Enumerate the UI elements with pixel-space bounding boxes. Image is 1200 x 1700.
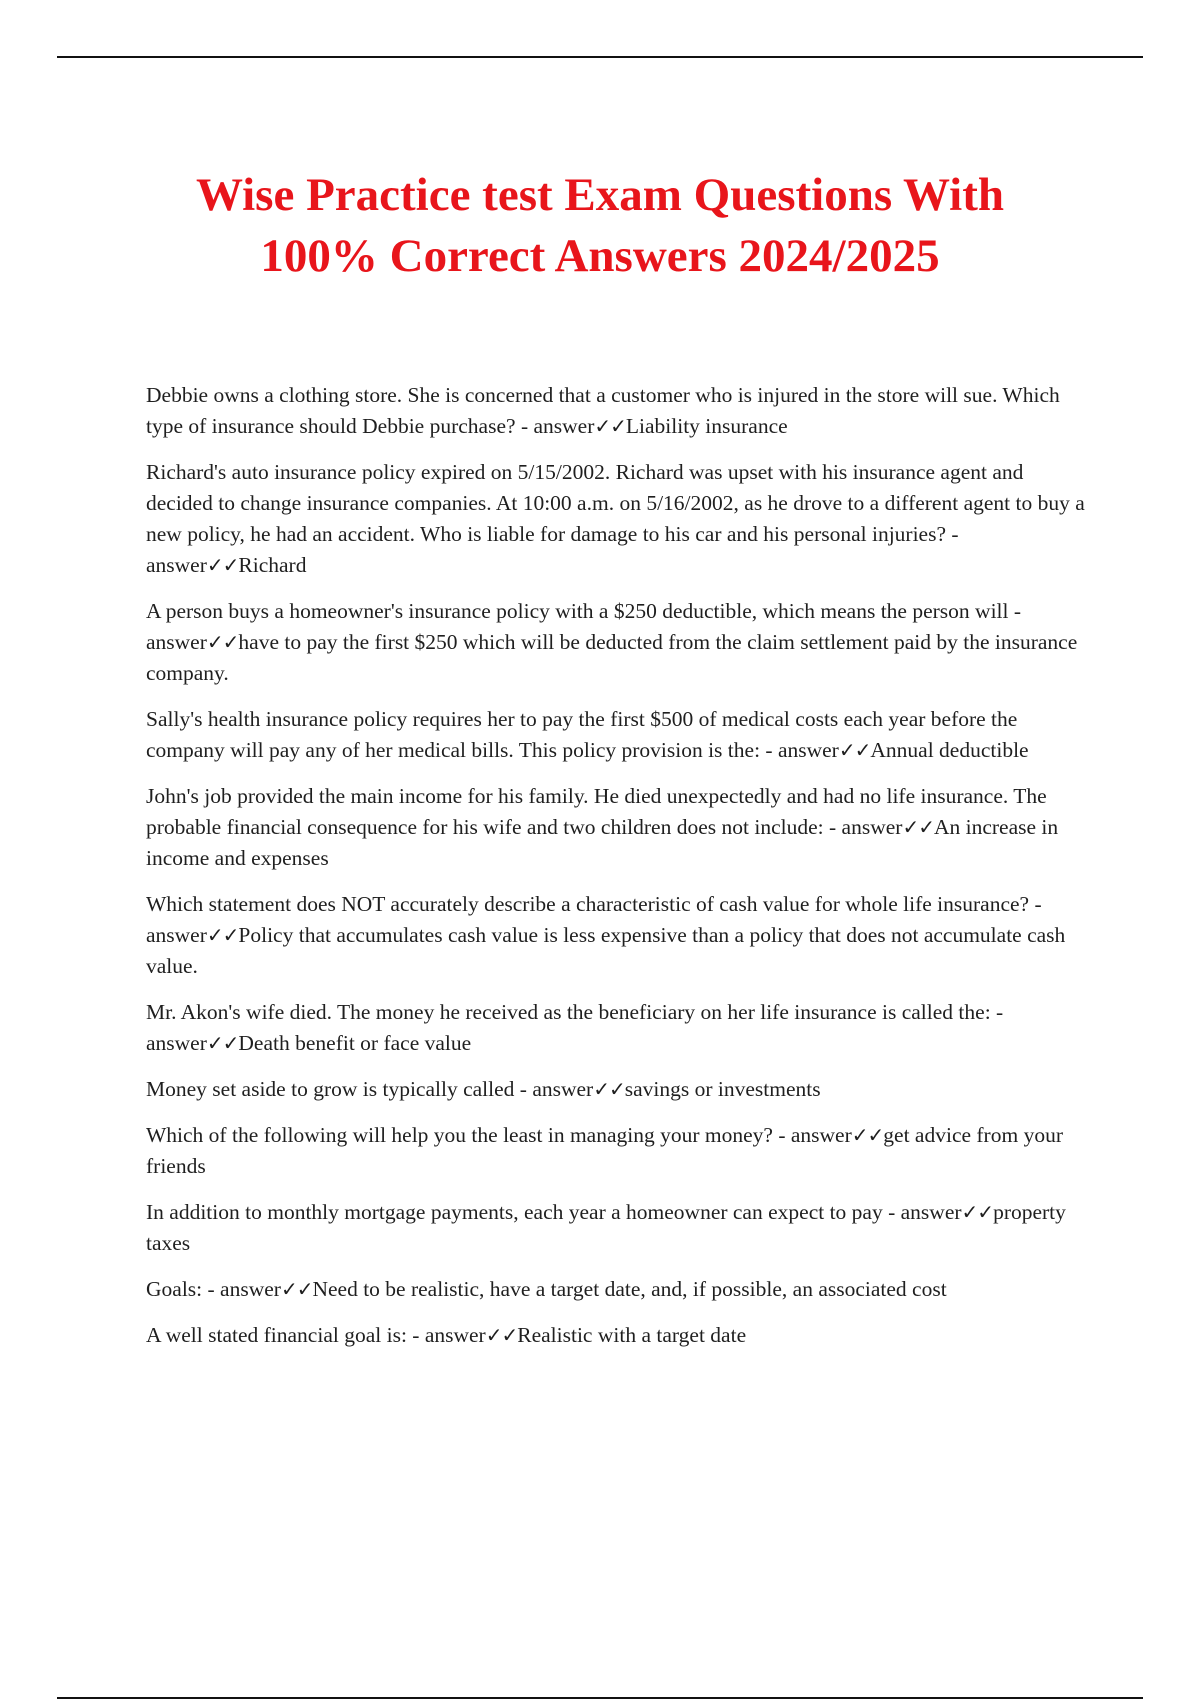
qa-item xyxy=(146,457,1086,581)
answer-prefix: - answer xyxy=(514,1077,594,1101)
qa-item xyxy=(146,889,1086,982)
answer-text: property taxes xyxy=(146,1200,1066,1255)
answer-prefix: - answer xyxy=(823,815,903,839)
answer-text: Liability insurance xyxy=(625,414,788,438)
answer-text: Annual deductible xyxy=(870,738,1029,762)
answer-prefix: - answer xyxy=(882,1200,962,1224)
answer-text: Need to be realistic, have a target date, and, if possible, an associated cost xyxy=(312,1277,947,1301)
answer-prefix: - answer xyxy=(146,522,959,577)
double-check-icon: ✓✓ xyxy=(206,630,239,654)
question-text: John's job provided the main income for his family. He died unexpectedly and had no life insurance. The probable financial consequence for his wife and two children does not include: xyxy=(146,784,1047,839)
answer-text: An increase in income and expenses xyxy=(146,815,1059,870)
title-line-2: 100% Correct Answers 2024/2025 xyxy=(260,230,940,282)
double-check-icon: ✓✓ xyxy=(593,1077,625,1101)
question-text: Money set aside to grow is typically called xyxy=(146,1077,515,1101)
double-check-icon: ✓✓ xyxy=(851,1123,884,1147)
qa-item xyxy=(146,704,1086,766)
answer-text: savings or investments xyxy=(624,1077,821,1101)
double-check-icon: ✓✓ xyxy=(594,414,626,438)
double-check-icon: ✓✓ xyxy=(280,1277,313,1301)
answer-text: have to pay the first $250 which will be deducted from the claim settlement paid by the insurance company. xyxy=(146,630,1078,685)
double-check-icon: ✓✓ xyxy=(838,738,871,762)
answer-prefix: - answer xyxy=(146,599,1022,654)
title-line-1: Wise Practice test Exam Questions With xyxy=(195,169,1005,221)
question-text: In addition to monthly mortgage payments, each year a homeowner can expect to pay xyxy=(146,1200,883,1224)
qa-item xyxy=(146,1120,1086,1182)
answer-prefix: - answer xyxy=(515,414,595,438)
bottom-rule xyxy=(57,1697,1143,1699)
page-title xyxy=(120,165,1080,287)
qa-item xyxy=(146,1274,1086,1305)
answer-text: Death benefit or face value xyxy=(238,1031,472,1055)
question-text: Goals: xyxy=(146,1277,203,1301)
qa-item xyxy=(146,997,1086,1059)
question-text: Which of the following will help you the least in managing your money? xyxy=(146,1123,773,1147)
qa-item xyxy=(146,1320,1086,1351)
answer-prefix: - answer xyxy=(146,1000,1004,1055)
answer-prefix: - answer xyxy=(760,738,839,762)
qa-item xyxy=(146,1074,1086,1105)
double-check-icon: ✓✓ xyxy=(961,1200,994,1224)
answer-text: get advice from your friends xyxy=(146,1123,1063,1178)
answer-text: Richard xyxy=(238,553,307,577)
qa-item xyxy=(146,781,1086,874)
question-text: A person buys a homeowner's insurance policy with a $250 deductible, which means the person will xyxy=(146,599,1009,623)
question-text: Richard's auto insurance policy expired on 5/15/2002. Richard was upset with his insurance agent and decided to change insurance companies. At 10:00 a.m. on 5/16/2002, as he drove to a different agent to buy a new policy, he had an accident. Who is liable for damage to his car and his personal injuries? xyxy=(146,460,1085,546)
question-text: Sally's health insurance policy requires her to pay the first $500 of medical costs each year before the company will pay any of her medical bills. This policy provision is the: xyxy=(146,707,1018,762)
qa-item xyxy=(146,596,1086,689)
question-text: Debbie owns a clothing store. She is concerned that a customer who is injured in the store will sue. Which type of insurance should Debbie purchase? xyxy=(146,383,1060,438)
answer-prefix: - answer xyxy=(772,1123,852,1147)
double-check-icon: ✓✓ xyxy=(902,815,934,839)
qa-item xyxy=(146,380,1086,442)
answer-prefix: - answer xyxy=(406,1323,486,1347)
answer-prefix: - answer xyxy=(146,892,1042,947)
question-text: Which statement does NOT accurately describe a characteristic of cash value for whole life insurance? xyxy=(146,892,1030,916)
double-check-icon: ✓✓ xyxy=(485,1323,518,1347)
qa-item xyxy=(146,1197,1086,1259)
qa-list xyxy=(146,380,1086,1366)
double-check-icon: ✓✓ xyxy=(206,1031,239,1055)
top-rule xyxy=(57,56,1143,58)
question-text: Mr. Akon's wife died. The money he received as the beneficiary on her life insurance is called the: xyxy=(146,1000,991,1024)
answer-text: Policy that accumulates cash value is less expensive than a policy that does not accumulate cash value. xyxy=(146,923,1066,978)
double-check-icon: ✓✓ xyxy=(206,923,239,947)
double-check-icon: ✓✓ xyxy=(206,553,239,577)
answer-text: Realistic with a target date xyxy=(517,1323,747,1347)
answer-prefix: - answer xyxy=(202,1277,281,1301)
question-text: A well stated financial goal is: xyxy=(146,1323,407,1347)
